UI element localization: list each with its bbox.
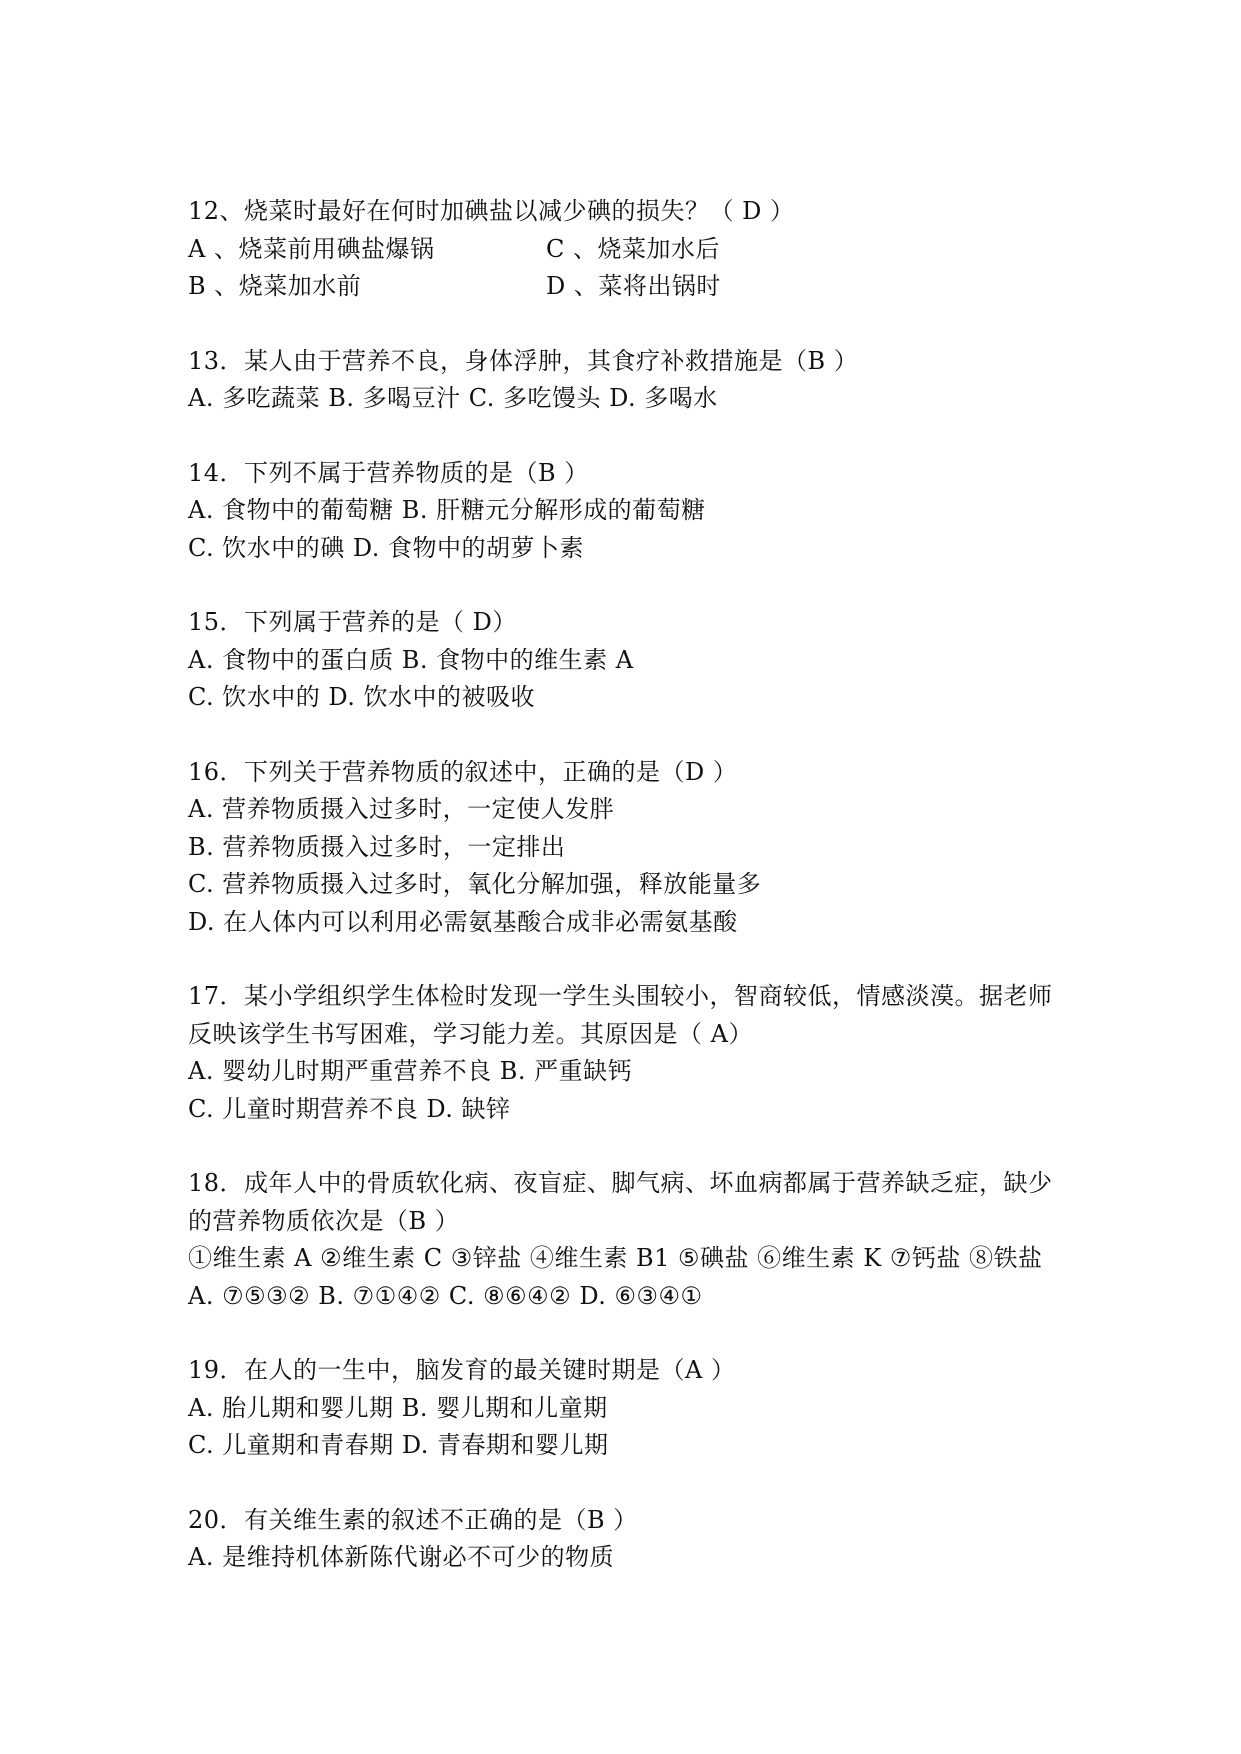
question-18 (188, 1165, 1068, 1315)
question-stem-continued: 反映该学生书写困难，学习能力差。其原因是（ A） (188, 1019, 753, 1048)
question-12 (188, 193, 1068, 306)
question-stem: 16．下列关于营养物质的叙述中，正确的是（D ） (188, 757, 738, 786)
question-14 (188, 455, 1068, 568)
option-a: A 、烧菜前用碘盐爆锅 (188, 234, 435, 263)
document-page (188, 193, 1068, 1614)
option-line: C. 儿童期和青春期 D. 青春期和婴儿期 (188, 1431, 609, 1459)
question-stem: 20．有关维生素的叙述不正确的是（B ） (188, 1505, 638, 1534)
question-stem: 17．某小学组织学生体检时发现一学生头围较小，智商较低，情感淡漠。据老师 (188, 982, 1053, 1010)
question-stem: 14．下列不属于营养物质的是（B ） (188, 458, 589, 487)
question-stem: 12、烧菜时最好在何时加碘盐以减少碘的损失？（ D ） (188, 197, 795, 225)
option-line: A. 营养物质摄入过多时，一定使人发胖 (188, 795, 615, 823)
question-17 (188, 978, 1068, 1128)
option-line: C. 饮水中的 D. 饮水中的被吸收 (188, 683, 536, 711)
question-13 (188, 343, 1068, 418)
option-key-line: ①维生素 A ②维生素 C ③锌盐 ④维生素 B1 ⑤碘盐 ⑥维生素 K ⑦钙盐 ⑧铁盐 (188, 1244, 1043, 1272)
question-stem: 19．在人的一生中，脑发育的最关键时期是（A ） (188, 1356, 736, 1384)
option-line: A. ⑦⑤③② B. ⑦①④② C. ⑧⑥④② D. ⑥③④① (188, 1281, 703, 1310)
question-19 (188, 1352, 1068, 1465)
option-line: C. 营养物质摄入过多时，氧化分解加强，释放能量多 (188, 870, 762, 898)
option-d: D 、菜将出锅时 (546, 272, 721, 300)
option-line: C. 儿童时期营养不良 D. 缺锌 (188, 1094, 511, 1123)
option-line: D. 在人体内可以利用必需氨基酸合成非必需氨基酸 (188, 907, 738, 936)
option-c: C 、烧菜加水后 (546, 234, 720, 263)
option-line: A. 多吃蔬菜 B. 多喝豆汁 C. 多吃馒头 D. 多喝水 (188, 384, 718, 412)
option-line: A. 食物中的蛋白质 B. 食物中的维生素 A (188, 645, 634, 674)
question-16 (188, 754, 1068, 942)
question-stem: 13．某人由于营养不良，身体浮肿，其食疗补救措施是（B ） (188, 346, 859, 375)
question-20 (188, 1502, 1068, 1577)
option-line: A. 婴幼儿时期严重营养不良 B. 严重缺钙 (188, 1057, 633, 1085)
option-row (188, 231, 1068, 269)
option-line: A. 胎儿期和婴儿期 B. 婴儿期和儿童期 (188, 1393, 608, 1422)
option-row (188, 268, 1068, 306)
question-stem-continued: 的营养物质依次是（B ） (188, 1206, 460, 1235)
option-line: A. 是维持机体新陈代谢必不可少的物质 (188, 1543, 615, 1571)
option-line: C. 饮水中的碘 D. 食物中的胡萝卜素 (188, 533, 585, 562)
option-line: A. 食物中的葡萄糖 B. 肝糖元分解形成的葡萄糖 (188, 496, 706, 524)
question-15 (188, 604, 1068, 717)
question-stem: 15．下列属于营养的是（ D） (188, 608, 517, 636)
question-stem: 18．成年人中的骨质软化病、夜盲症、脚气病、坏血病都属于营养缺乏症，缺少 (188, 1169, 1053, 1197)
option-line: B. 营养物质摄入过多时，一定排出 (188, 832, 566, 861)
option-b: B 、烧菜加水前 (188, 272, 362, 300)
